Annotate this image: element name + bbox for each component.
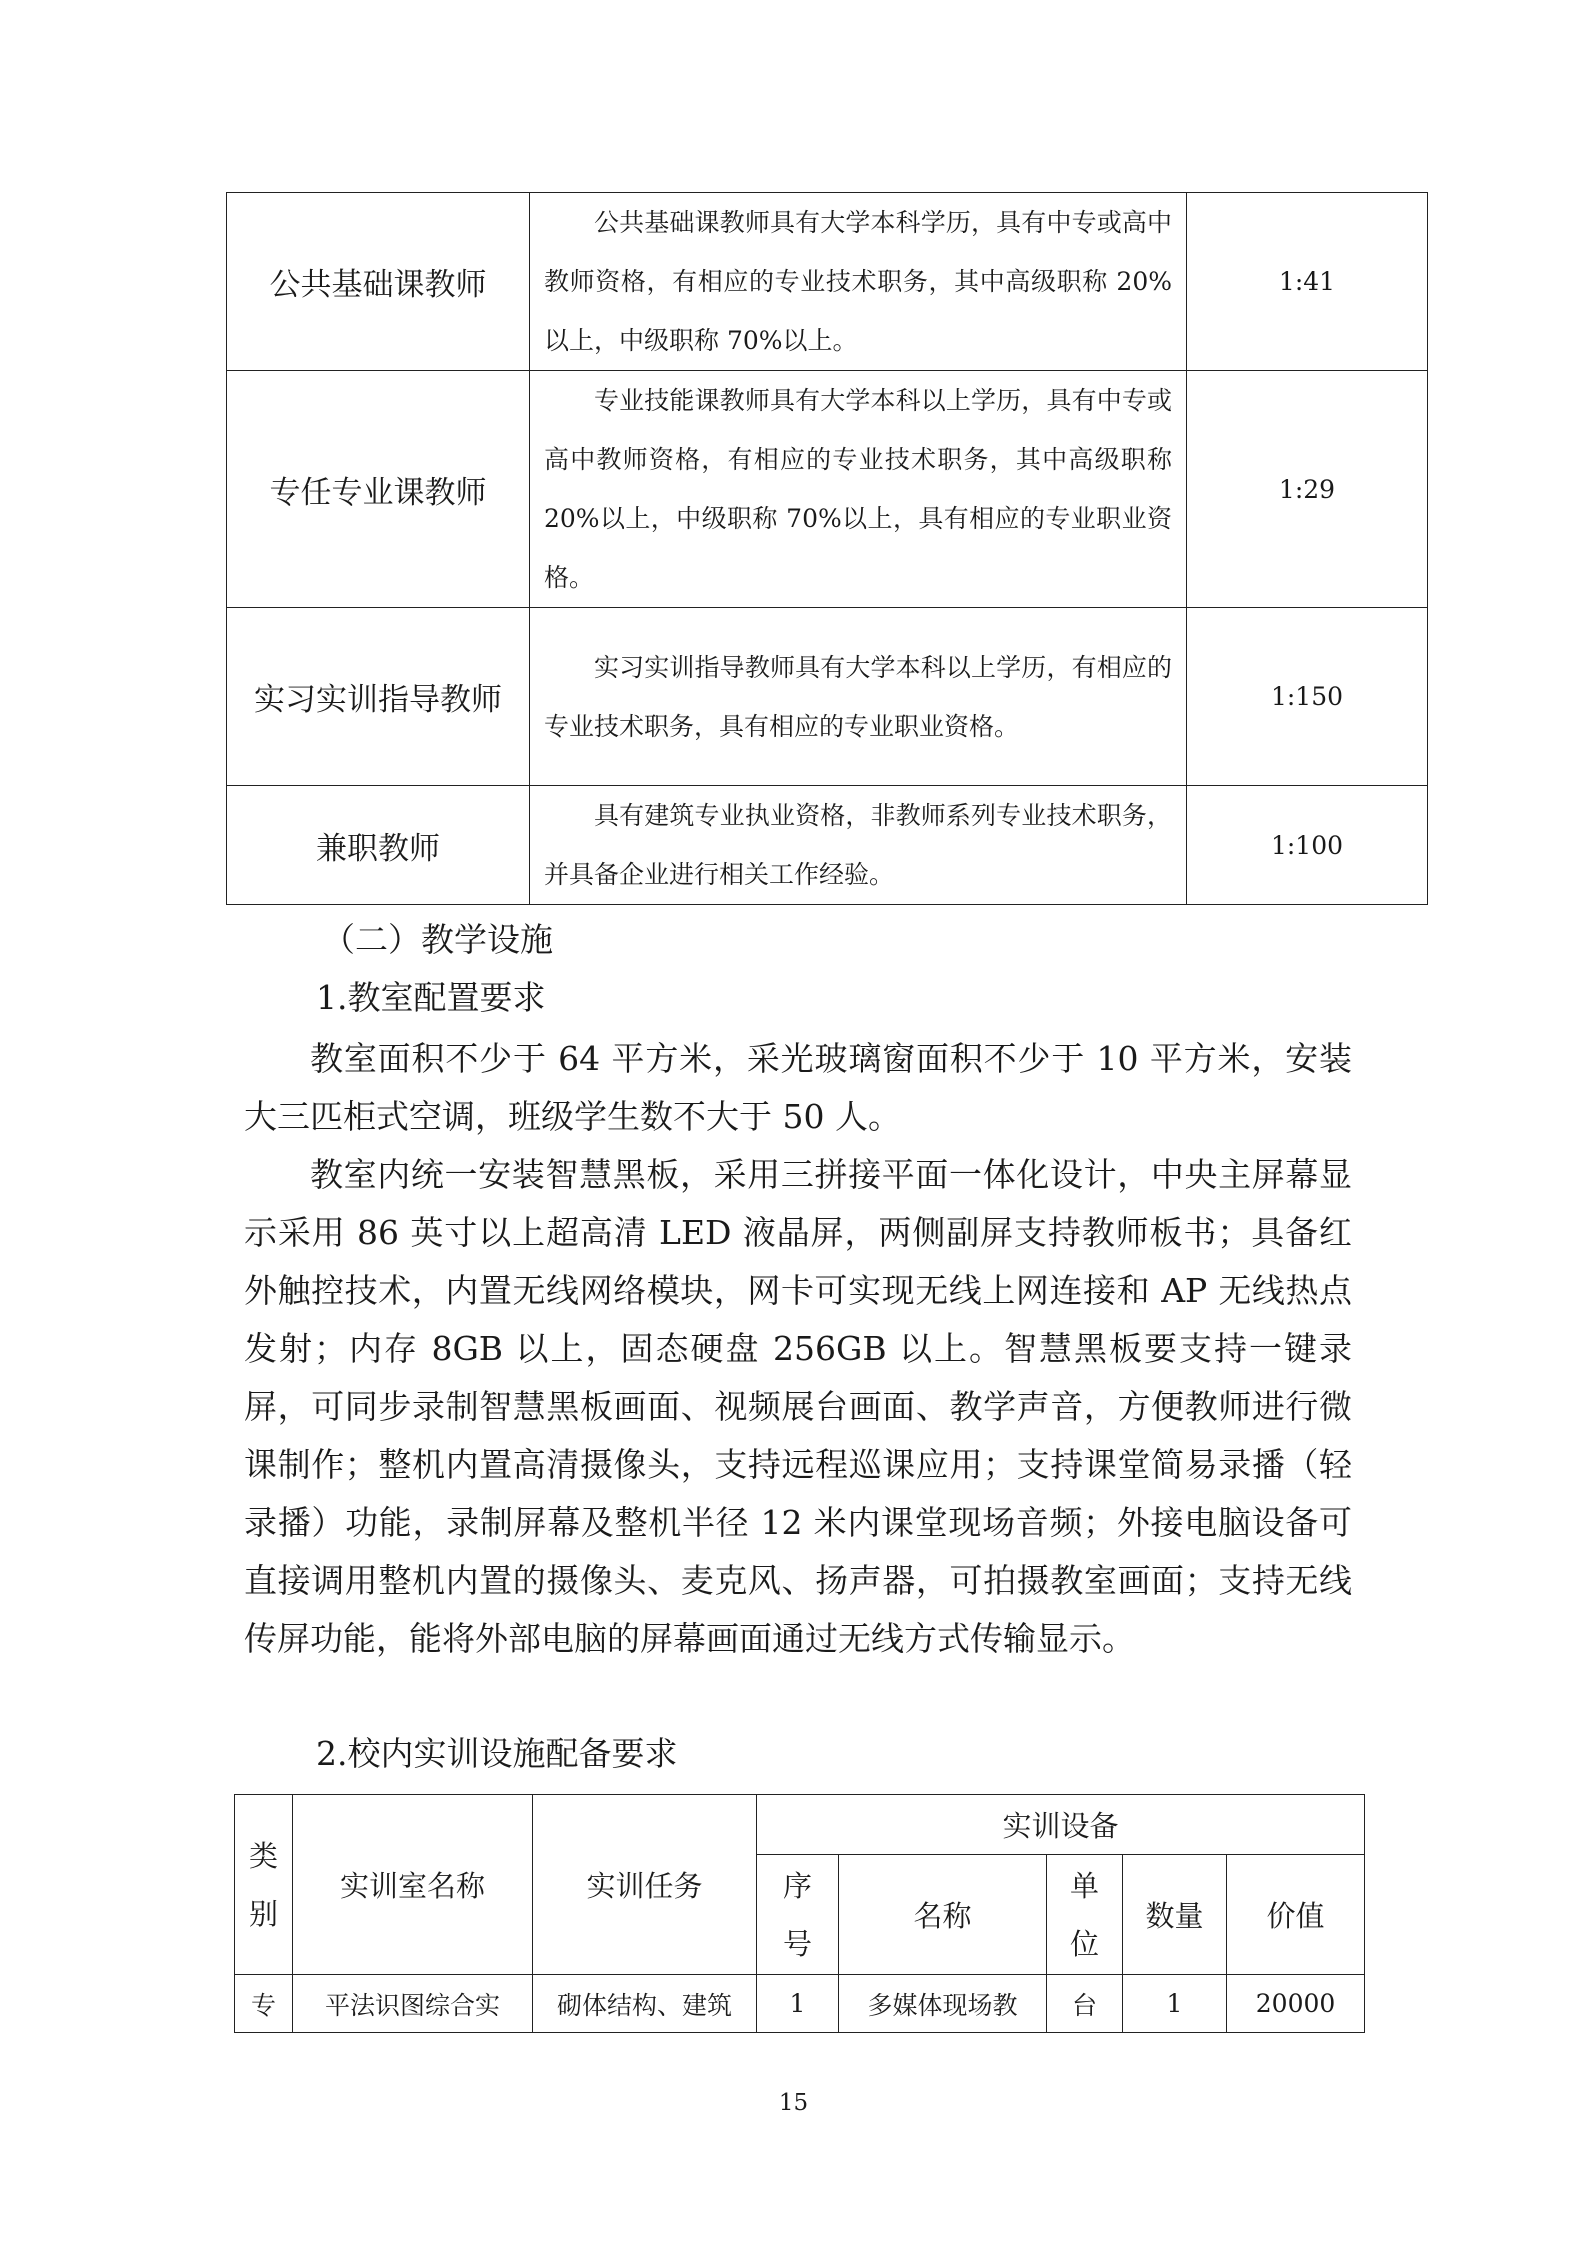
- table-row: [227, 786, 1428, 905]
- cell-price: 20000: [1227, 1975, 1365, 2033]
- header-qty: 数量: [1123, 1855, 1227, 1975]
- cell-category: 专: [235, 1975, 293, 2033]
- header-task: 实训任务: [533, 1795, 757, 1975]
- subsection-heading-training: 2.校内实训设施配备要求: [316, 1734, 678, 1773]
- cell-room-name: 平法识图综合实: [293, 1975, 533, 2033]
- cell-task: 砌体结构、建筑: [533, 1975, 757, 2033]
- teacher-ratio: 1:29: [1187, 371, 1428, 608]
- header-equipment-group: 实训设备: [757, 1795, 1365, 1855]
- teacher-role: 公共基础课教师: [227, 193, 530, 371]
- paragraph-smart-blackboard: 教室内统一安装智慧黑板，采用三拼接平面一体化设计，中央主屏幕显示采用 86 英寸以上超高清 LED 液晶屏，两侧副屏支持教师板书；具备红外触控技术，内置无线网络模块，网卡可实现无线上网连接和 AP 无线热点发射；内存 8GB 以上，固态硬盘 256GB 以上。智慧黑板要支持一键录屏，可同步录制智慧黑板画面、视频展台画面、教学声音，方便教师进行微课制作；整机内置高清摄像头，支持远程巡课应用；支持课堂简易录播（轻录播）功能，录制屏幕及整机半径 12 米内课堂现场音频；外接电脑设备可直接调用整机内置的摄像头、麦克风、扬声器，可拍摄教室画面；支持无线传屏功能，能将外部电脑的屏幕画面通过无线方式传输显示。: [244, 1155, 1352, 1658]
- table-row: [235, 1975, 1365, 2033]
- teacher-role: 实习实训指导教师: [227, 608, 530, 786]
- header-category: 类 别: [235, 1795, 293, 1975]
- teacher-ratio: 1:100: [1187, 786, 1428, 905]
- teacher-ratio: 1:41: [1187, 193, 1428, 371]
- table-row: [227, 371, 1428, 608]
- table-row: [227, 608, 1428, 786]
- cell-name: 多媒体现场教: [839, 1975, 1047, 2033]
- teacher-ratio: 1:150: [1187, 608, 1428, 786]
- page-number: 15: [778, 2090, 809, 2116]
- teacher-requirement: 专业技能课教师具有大学本科以上学历，具有中专或高中教师资格，有相应的专业技术职务，其中高级职称 20%以上，中级职称 70%以上，具有相应的专业职业资格。: [530, 371, 1187, 608]
- cell-qty: 1: [1123, 1975, 1227, 2033]
- header-name: 名称: [839, 1855, 1047, 1975]
- header-seq: 序 号: [757, 1855, 839, 1975]
- teacher-requirement: 具有建筑专业执业资格，非教师系列专业技术职务，并具备企业进行相关工作经验。: [530, 786, 1187, 905]
- paragraph-classroom-size: 教室面积不少于 64 平方米，采光玻璃窗面积不少于 10 平方米，安装大三匹柜式空调，班级学生数不大于 50 人。: [244, 1039, 1352, 1136]
- header-room-name: 实训室名称: [293, 1795, 533, 1975]
- cell-seq: 1: [757, 1975, 839, 2033]
- teacher-role: 兼职教师: [227, 786, 530, 905]
- teacher-requirements-table: [226, 192, 1428, 905]
- table-header-row: [235, 1795, 1365, 1855]
- subsection-heading-classroom: 1.教室配置要求: [316, 978, 546, 1017]
- training-facilities-table: [234, 1794, 1365, 2033]
- teacher-requirement: 公共基础课教师具有大学本科学历，具有中专或高中教师资格，有相应的专业技术职务，其中高级职称 20%以上，中级职称 70%以上。: [530, 193, 1187, 371]
- section-heading: （二）教学设施: [322, 920, 553, 959]
- teacher-requirement: 实习实训指导教师具有大学本科以上学历，有相应的专业技术职务，具有相应的专业职业资格。: [530, 608, 1187, 786]
- header-unit: 单 位: [1047, 1855, 1123, 1975]
- cell-unit: 台: [1047, 1975, 1123, 2033]
- table-row: [227, 193, 1428, 371]
- teacher-role: 专任专业课教师: [227, 371, 530, 608]
- header-price: 价值: [1227, 1855, 1365, 1975]
